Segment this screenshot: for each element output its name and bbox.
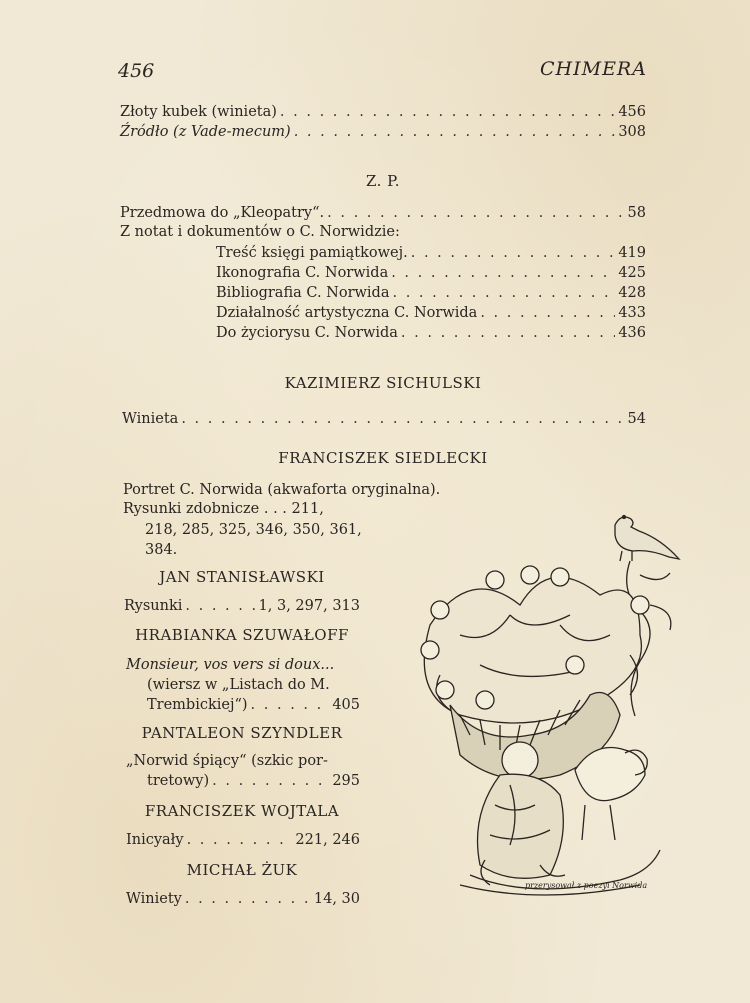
toc-line: 218, 285, 325, 346, 350, 361, (145, 522, 362, 538)
author-heading-szuwaloff: HRABIANKA SZUWAŁOFF (135, 626, 349, 644)
leader-dots (411, 244, 616, 262)
vignette-illustration (400, 505, 690, 905)
toc-entry-page: 221, 246 (295, 832, 360, 848)
toc-entry (147, 696, 360, 714)
toc-entry-page: 425 (618, 265, 646, 281)
toc-entry-page: 456 (618, 104, 646, 120)
toc-entry-label: Złoty kubek (winieta) (120, 104, 277, 120)
toc-entry-label: Trembickiej“) (147, 697, 248, 713)
toc-entry (122, 410, 646, 428)
toc-line: „Norwid śpiący“ (szkic por- (126, 753, 328, 769)
toc-entry (126, 831, 360, 849)
toc-entry-page: 433 (618, 305, 646, 321)
lamb (575, 748, 647, 841)
toc-entry-label: tretowy) (147, 773, 210, 789)
toc-entry (120, 123, 646, 141)
leader-dots (212, 772, 329, 790)
toc-entry-page: 436 (618, 325, 646, 341)
toc-entry (124, 597, 360, 615)
toc-entry (120, 103, 646, 121)
leader-dots (480, 304, 615, 322)
leader-dots (401, 324, 615, 342)
leader-dots (185, 597, 255, 615)
leader-dots (392, 284, 615, 302)
toc-line: (wiersz w „Listach do M. (147, 677, 330, 693)
toc-entry-label: Ikonografia C. Norwida (216, 265, 389, 281)
toc-subentry (216, 304, 646, 322)
toc-entry-page: 308 (618, 124, 646, 140)
toc-entry-page: 419 (618, 245, 646, 261)
toc-subentry (216, 324, 646, 342)
toc-entry-page: 295 (332, 773, 360, 789)
leader-dots (181, 410, 624, 428)
author-heading-wojtala: FRANCISZEK WOJTALA (144, 802, 340, 820)
toc-subentry (216, 244, 646, 262)
toc-line: Rysunki zdobnicze . . . 211, (123, 501, 324, 517)
author-heading-siedlecki: FRANCISZEK SIEDLECKI (278, 449, 488, 467)
toc-line: Portret C. Norwida (akwaforta oryginalna). (123, 482, 441, 498)
toc-entry (120, 204, 646, 222)
toc-entry-label: Przedmowa do „Kleopatry“. (120, 205, 325, 221)
toc-entry-page: 54 (627, 411, 646, 427)
toc-entry-label: Bibliografia C. Norwida (216, 285, 390, 301)
journal-title: CHIMERA (540, 58, 647, 80)
toc-entry-label: Do życiorysu C. Norwida (216, 325, 398, 341)
leader-dots (280, 103, 615, 121)
toc-entry-page: 58 (627, 205, 646, 221)
toc-entry-page: 428 (618, 285, 646, 301)
toc-entry-label: Działalność artystyczna C. Norwida (216, 305, 478, 321)
toc-subentry (216, 284, 646, 302)
toc-entry-page: 405 (332, 697, 360, 713)
dove-icon (615, 516, 679, 562)
toc-line: Monsieur, vos vers si doux... (126, 657, 335, 673)
toc-entry-page: 1, 3, 297, 313 (258, 598, 360, 614)
toc-entry-label: Winieta (122, 411, 179, 427)
leader-dots (187, 831, 293, 849)
page-number: 456 (118, 60, 155, 82)
toc-entry-label: Treść księgi pamiątkowej. (216, 245, 408, 261)
leader-dots (391, 264, 615, 282)
toc-entry-page: 14, 30 (313, 891, 360, 907)
toc-entry-label: Winiety (126, 891, 182, 907)
toc-subheading: Z notat i dokumentów o C. Norwidzie: (120, 224, 400, 240)
toc-entry (147, 772, 360, 790)
author-heading-zp: Z. P. (365, 172, 401, 190)
leader-dots (185, 890, 311, 908)
author-heading-szyndler: PANTALEON SZYNDLER (141, 724, 343, 742)
illustration-caption: przerysował z poezyi Norwida (525, 881, 648, 890)
toc-entry-label: Źródło (z Vade-mecum) (120, 124, 291, 140)
toc-subentry (216, 264, 646, 282)
leader-dots (294, 123, 616, 141)
leader-dots (251, 696, 330, 714)
leader-dots (327, 204, 624, 222)
author-heading-stanislawski: JAN STANISŁAWSKI (159, 568, 325, 586)
toc-entry-label: Rysunki (124, 598, 183, 614)
toc-line: 384. (145, 542, 178, 558)
author-heading-sichulski: KAZIMIERZ SICHULSKI (284, 374, 482, 392)
toc-entry-label: Inicyały (126, 832, 184, 848)
toc-entry (126, 890, 360, 908)
author-heading-zuk: MICHAŁ ŻUK (186, 861, 298, 879)
